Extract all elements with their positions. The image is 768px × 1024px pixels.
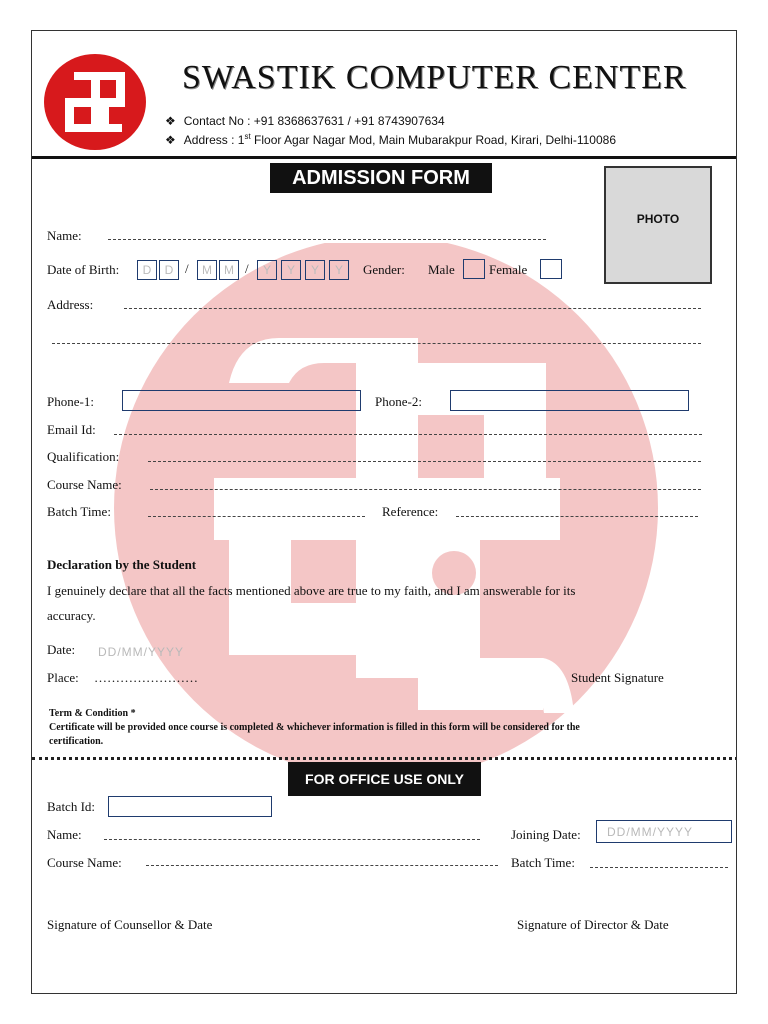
dob-day-box[interactable]: D (159, 260, 179, 280)
bullet-icon: ❖ (165, 114, 176, 128)
address-line (165, 132, 616, 147)
admission-form-page (31, 30, 737, 994)
terms-text-line1: Certificate will be provided once course is completed & whichever information is filled in this form will be considered for the (49, 722, 580, 733)
office-batch-time-label: Batch Time: (511, 855, 575, 870)
declaration-date-input[interactable]: DD/MM/YYYY (98, 645, 185, 659)
course-name-field[interactable] (150, 489, 701, 490)
dob-input-group[interactable] (137, 260, 352, 280)
gender-label: Gender: (363, 262, 405, 277)
dob-separator: / (245, 261, 249, 276)
address-field-line1[interactable] (124, 308, 701, 309)
email-label: Email Id: (47, 422, 96, 437)
joining-date-label: Joining Date: (511, 827, 581, 842)
reference-label: Reference: (382, 504, 439, 519)
phone1-input[interactable] (122, 390, 361, 411)
dob-year-box[interactable]: Y (257, 260, 277, 280)
joining-date-placeholder: DD/MM/YYYY (607, 825, 694, 839)
female-checkbox[interactable] (540, 259, 562, 279)
address-text-rest: Floor Agar Nagar Mod, Main Mubarakpur Road, Kirari, Delhi-110086 (250, 133, 616, 147)
dob-month-box[interactable]: M (219, 260, 239, 280)
photo-label: PHOTO (636, 212, 680, 226)
student-signature-label: Student Signature (571, 670, 664, 685)
director-signature-label: Signature of Director & Date (517, 917, 669, 932)
phone1-label: Phone-1: (47, 394, 94, 409)
office-batch-id-input[interactable] (108, 796, 272, 817)
dob-year-box[interactable]: Y (305, 260, 325, 280)
declaration-date-label: Date: (47, 642, 76, 657)
phone2-label: Phone-2: (375, 394, 422, 409)
institute-title: SWASTIK COMPUTER CENTER (182, 59, 687, 96)
course-name-label: Course Name: (47, 477, 122, 492)
name-label: Name: (47, 228, 82, 243)
qualification-label: Qualification: (47, 449, 120, 464)
office-course-name-label: Course Name: (47, 855, 122, 870)
dob-month-box[interactable]: M (197, 260, 217, 280)
terms-text-line2: certification. (49, 736, 104, 747)
address-label: Address: (47, 297, 94, 312)
office-course-name-field[interactable] (146, 865, 498, 866)
bullet-icon: ❖ (165, 133, 176, 147)
reference-field[interactable] (456, 516, 698, 517)
admission-form-title: ADMISSION FORM (270, 163, 492, 193)
email-field[interactable] (114, 434, 702, 435)
joining-date-input[interactable] (596, 820, 732, 843)
batch-time-field[interactable] (148, 516, 365, 517)
address-field-line2[interactable] (52, 343, 701, 344)
declaration-text-line1: I genuinely declare that all the facts mentioned above are true to my faith, and I am answerable for its (47, 583, 576, 598)
male-checkbox[interactable] (463, 259, 485, 279)
qualification-field[interactable] (148, 461, 701, 462)
batch-time-label: Batch Time: (47, 504, 111, 519)
swastik-logo-icon (44, 54, 146, 150)
female-label: Female (489, 262, 528, 277)
dob-day-box[interactable]: D (137, 260, 157, 280)
office-section-divider (32, 757, 737, 760)
address-superscript: st (244, 132, 251, 141)
office-batch-time-field[interactable] (590, 867, 728, 868)
address-text: Address : 1 (183, 133, 245, 147)
phone2-input[interactable] (450, 390, 689, 411)
dob-separator: / (185, 261, 189, 276)
place-field[interactable]: …………………… (94, 670, 198, 685)
dob-year-box[interactable]: Y (281, 260, 301, 280)
male-label: Male (428, 262, 455, 277)
name-field[interactable] (108, 239, 546, 240)
office-use-title: FOR OFFICE USE ONLY (288, 762, 481, 796)
contact-line (165, 114, 445, 128)
photo-box[interactable] (604, 166, 712, 284)
dob-label: Date of Birth: (47, 262, 120, 277)
declaration-heading: Declaration by the Student (47, 557, 197, 572)
contact-text: Contact No : +91 8368637631 / +91 8743907634 (183, 114, 445, 128)
header-divider (32, 156, 737, 159)
declaration-text-line2: accuracy. (47, 608, 96, 623)
place-label: Place: (47, 670, 79, 685)
terms-heading: Term & Condition * (49, 708, 136, 719)
office-batch-id-label: Batch Id: (47, 799, 96, 814)
office-name-label: Name: (47, 827, 82, 842)
counsellor-signature-label: Signature of Counsellor & Date (47, 917, 213, 932)
office-name-field[interactable] (104, 839, 480, 840)
dob-year-box[interactable]: Y (329, 260, 349, 280)
